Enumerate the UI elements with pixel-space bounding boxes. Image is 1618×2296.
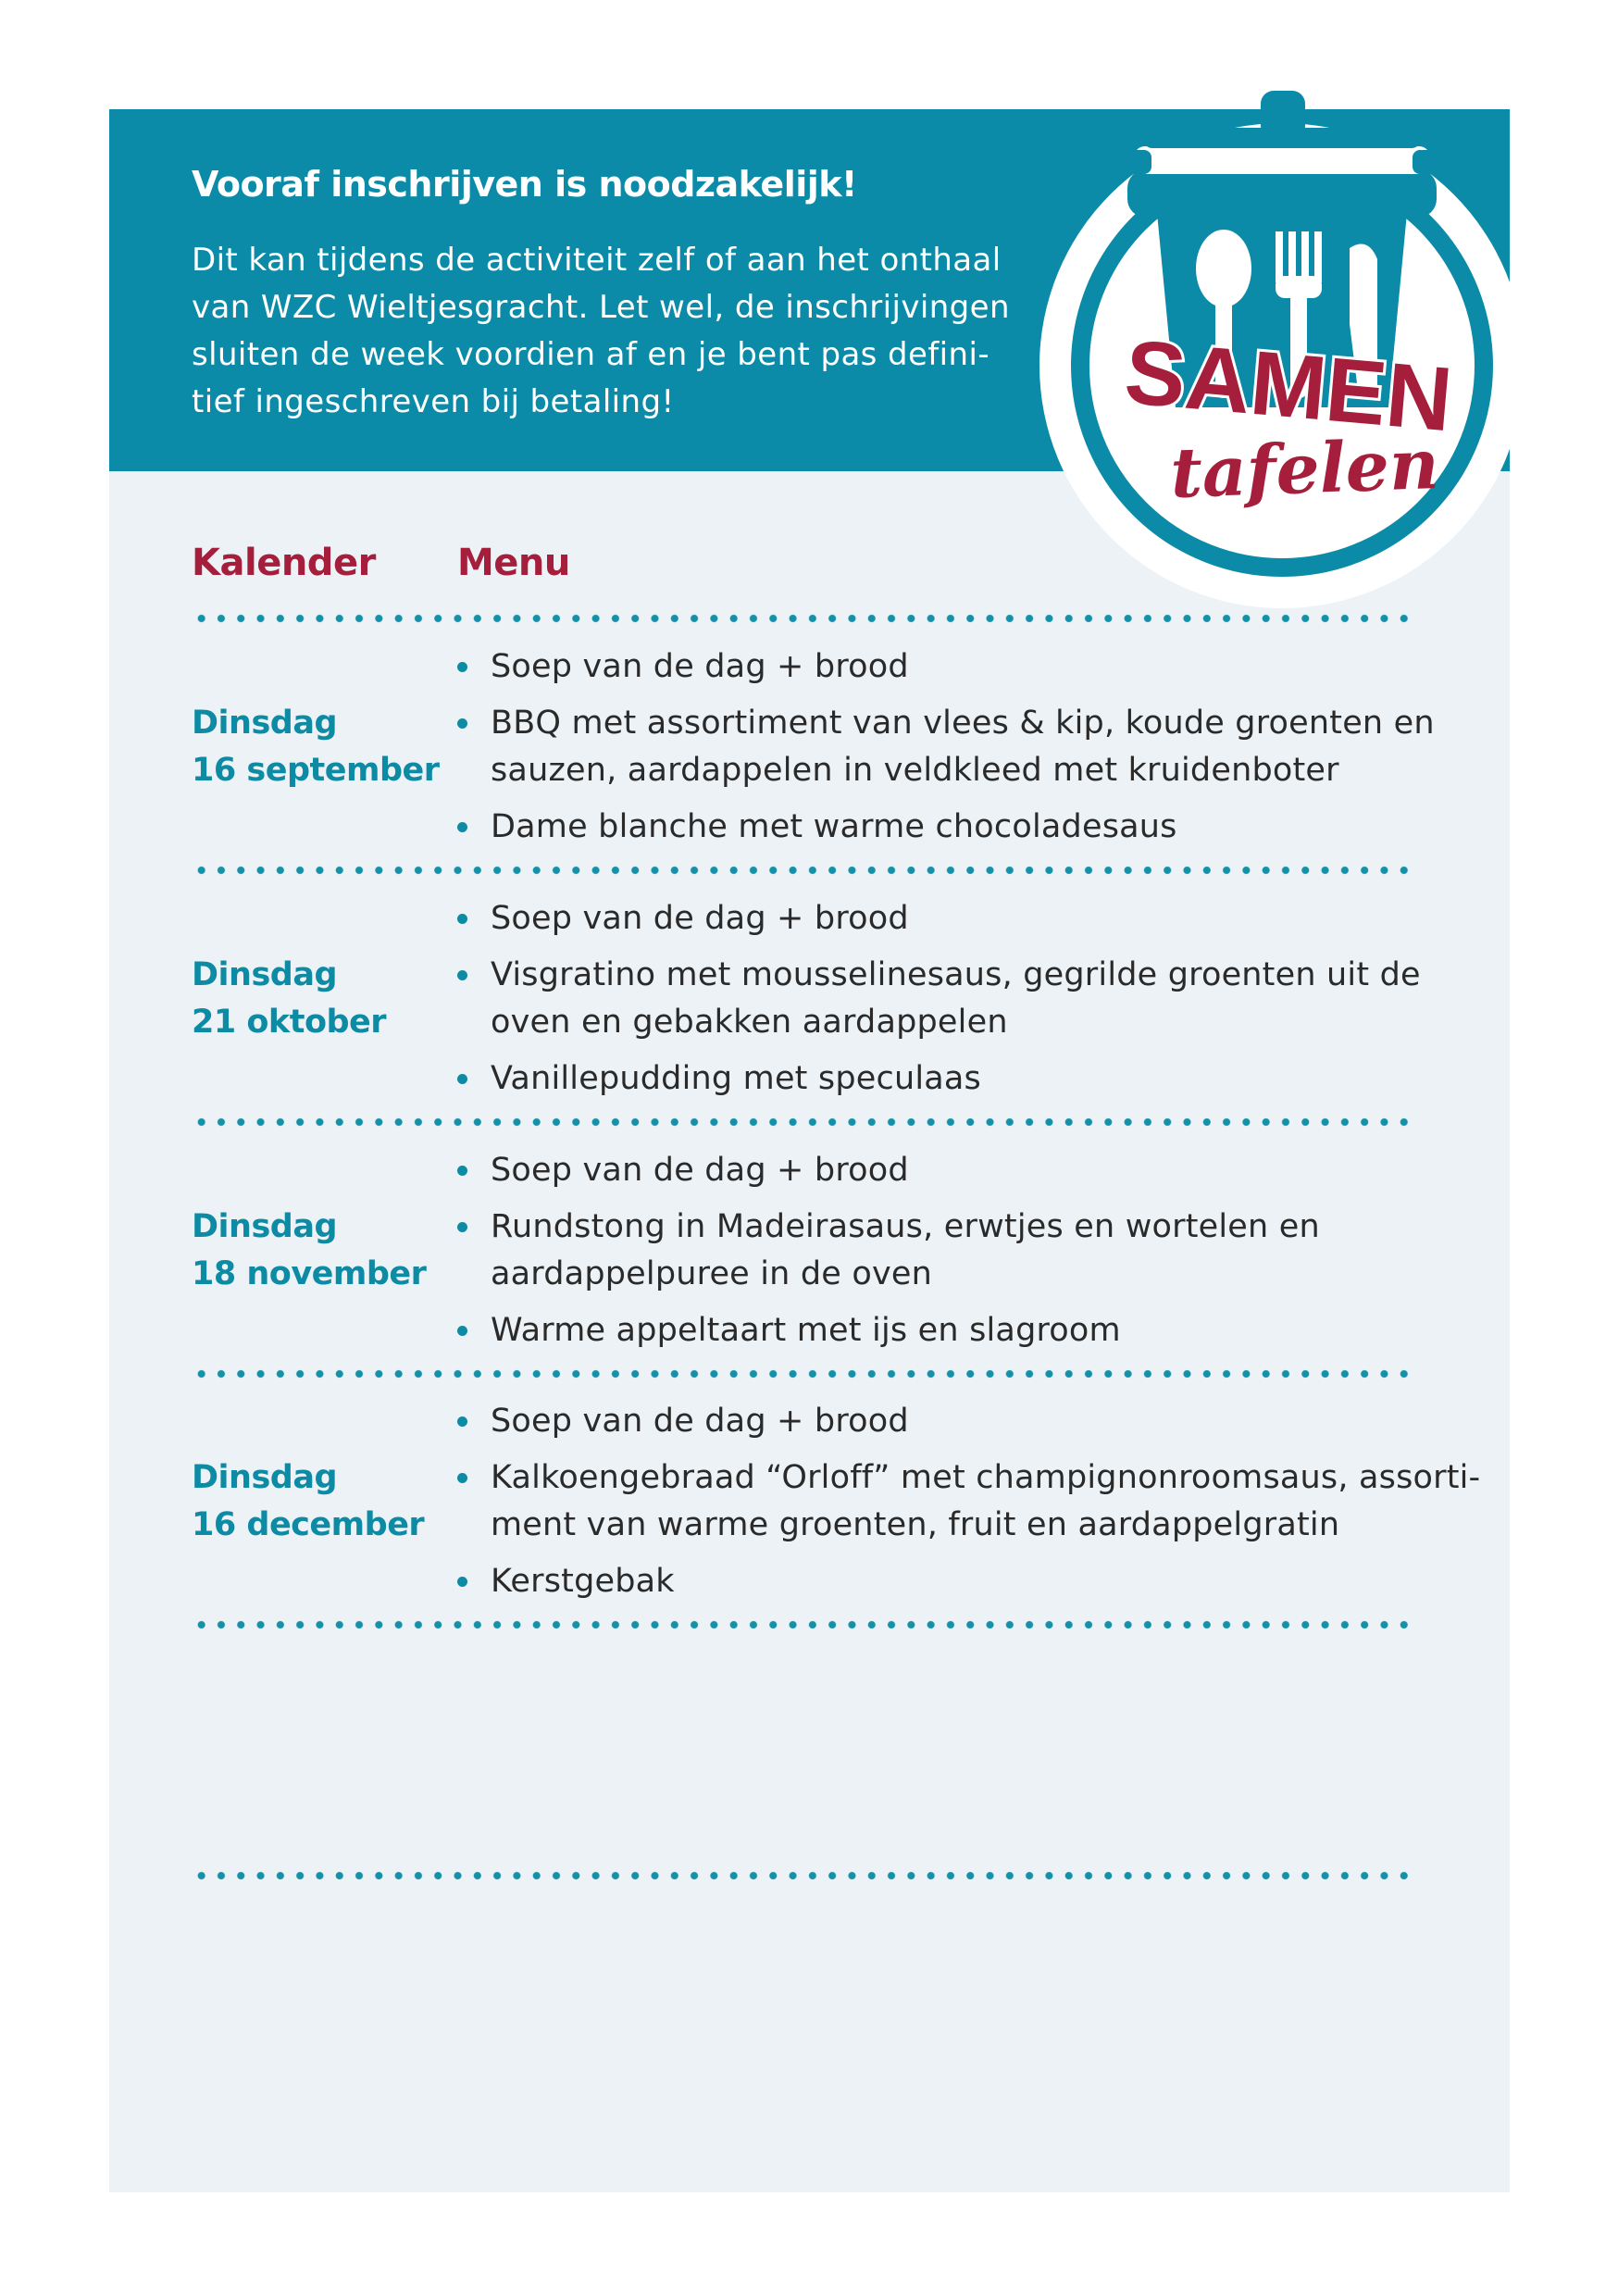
menu-item <box>452 804 1433 851</box>
menu-column-header: Menu <box>457 542 570 584</box>
menu-item-text: ment van warme groenten, fruit en aardappelgratin <box>491 1506 1340 1543</box>
menu-item-text: BBQ met assortiment van vlees & kip, koude groenten en <box>491 705 1435 742</box>
banner-text-line: tief ingeschreven bij betaling! <box>192 383 675 420</box>
menu-item <box>452 1055 1433 1103</box>
event-date <box>192 952 460 1046</box>
menu-item <box>452 1398 1433 1445</box>
menu-item <box>452 1307 1433 1354</box>
event-date-text: 18 november <box>192 1255 427 1292</box>
menu-item <box>452 895 1433 942</box>
banner-title: Vooraf inschrijven is noodzakelijk! <box>192 164 857 205</box>
logo-samen-text: SAMEN <box>1121 319 1457 451</box>
menu-item <box>452 1204 1433 1298</box>
event-date <box>192 1454 460 1549</box>
calendar-column-header: Kalender <box>192 542 376 584</box>
menu-item <box>452 700 1433 794</box>
menu-item-text: sauzen, aardappelen in veldkleed met kruidenboter <box>491 752 1339 789</box>
banner-text <box>192 237 1025 426</box>
banner-text-line: van WZC Wieltjesgracht. Let wel, de inschrijvingen <box>192 289 1010 326</box>
dotted-divider <box>192 1620 1412 1629</box>
menu-item-text: Warme appeltaart met ijs en slagroom <box>491 1312 1121 1349</box>
menu-item-text: Dame blanche met warme chocoladesaus <box>491 808 1177 845</box>
menu-item-text: oven en gebakken aardappelen <box>491 1004 1008 1041</box>
menu-item <box>452 952 1433 1046</box>
menu-item-text: Kerstgebak <box>491 1563 675 1600</box>
dotted-divider <box>192 1871 1412 1880</box>
menu-item-text: Soep van de dag + brood <box>491 1403 909 1440</box>
event-date <box>192 700 460 794</box>
dotted-divider <box>192 866 1412 875</box>
banner-text-line: Dit kan tijdens de activiteit zelf of aan het onthaal <box>192 242 1002 279</box>
event-date-text: 16 september <box>192 752 440 789</box>
menu-item-text: Vanillepudding met speculaas <box>491 1060 981 1097</box>
samen-tafelen-logo <box>1018 37 1574 630</box>
menu-item-text: Kalkoengebraad “Orloff” met champignonroomsaus, assorti- <box>491 1459 1481 1496</box>
menu-item <box>452 643 1433 691</box>
event-day: Dinsdag <box>192 1459 338 1496</box>
menu-item-text: Visgratino met mousselinesaus, gegrilde groenten uit de <box>491 956 1421 993</box>
event-day: Dinsdag <box>192 705 338 742</box>
dotted-divider <box>192 1369 1412 1379</box>
event-day: Dinsdag <box>192 956 338 993</box>
menu-item-text: Soep van de dag + brood <box>491 1152 909 1189</box>
menu-item-text: Soep van de dag + brood <box>491 648 909 685</box>
menu-item-text: Soep van de dag + brood <box>491 900 909 937</box>
menu-item <box>452 1558 1433 1605</box>
menu-list <box>452 1398 1481 1615</box>
event-day: Dinsdag <box>192 1208 338 1245</box>
menu-item-text: Rundstong in Madeirasaus, erwtjes en wortelen en <box>491 1208 1320 1245</box>
menu-item-text: aardappelpuree in de oven <box>491 1255 932 1292</box>
event-date-text: 21 oktober <box>192 1004 387 1041</box>
event-date <box>192 1204 460 1298</box>
menu-item <box>452 1454 1481 1549</box>
event-date-text: 16 december <box>192 1506 425 1543</box>
menu-list <box>452 895 1433 1112</box>
banner-text-line: sluiten de week voordien af en je bent pas defini- <box>192 336 989 373</box>
menu-list <box>452 643 1433 860</box>
dotted-divider <box>192 614 1412 623</box>
logo-tafelen-text: tafelen <box>1169 424 1440 515</box>
dotted-divider <box>192 1117 1412 1127</box>
menu-item <box>452 1147 1433 1194</box>
menu-list <box>452 1147 1433 1364</box>
